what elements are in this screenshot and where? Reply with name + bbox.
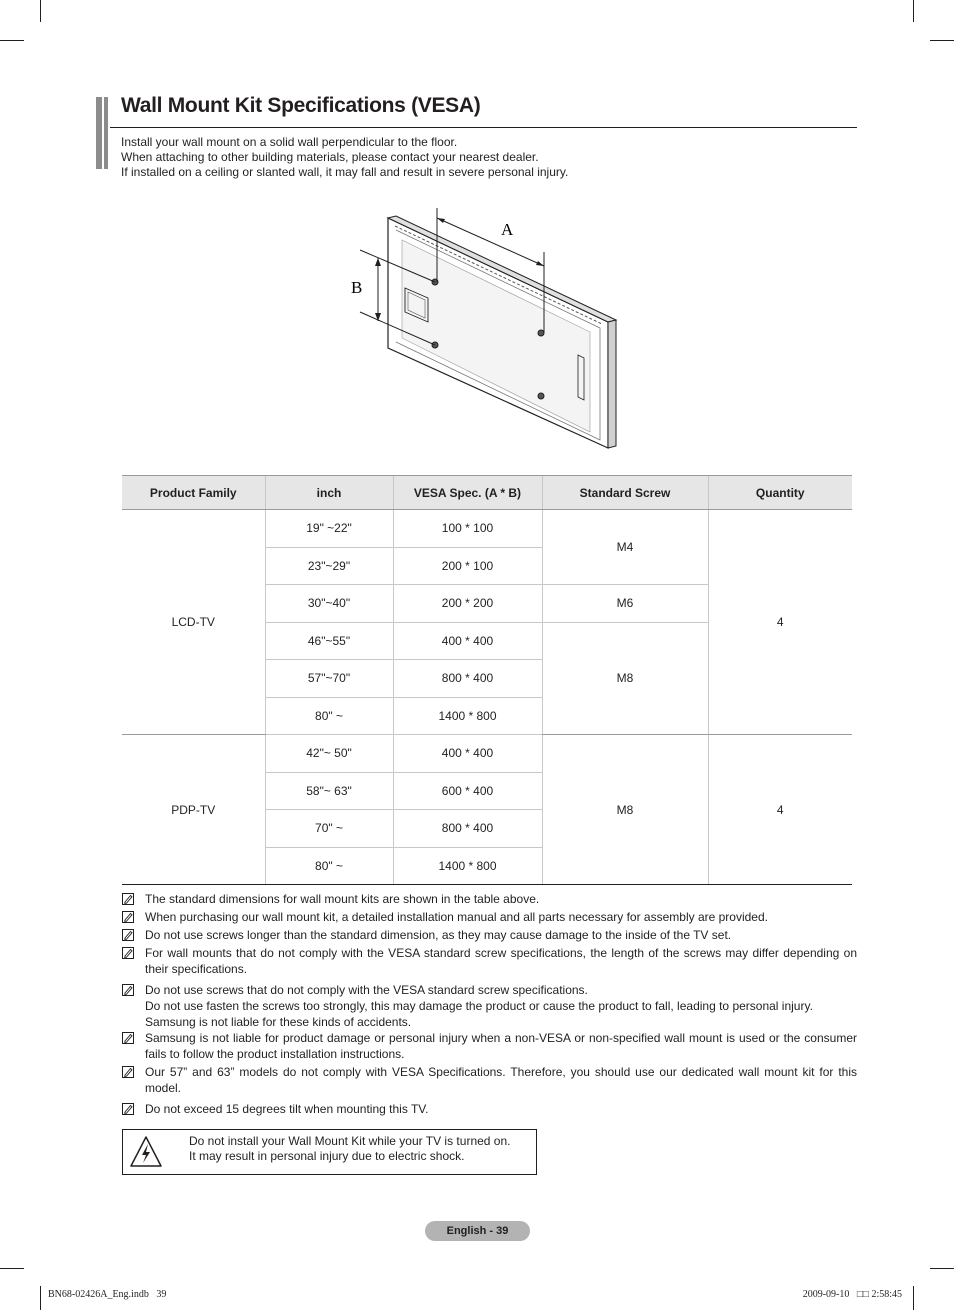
inch-cell: 57"~70" xyxy=(265,660,393,698)
product-family-cell: PDP-TV xyxy=(122,735,265,885)
dimension-label-b: B xyxy=(351,278,363,297)
column-header: Product Family xyxy=(122,476,265,510)
note-item xyxy=(120,982,857,1030)
column-header: Quantity xyxy=(708,476,852,510)
intro-line: Install your wall mount on a solid wall perpendicular to the floor. xyxy=(121,135,458,149)
inch-cell: 80" ~ xyxy=(265,697,393,735)
note-item xyxy=(120,1030,857,1062)
table-row xyxy=(122,510,852,548)
crop-mark xyxy=(913,1286,914,1310)
product-family-cell: LCD-TV xyxy=(122,510,265,735)
note-icon xyxy=(122,984,134,996)
column-header: inch xyxy=(265,476,393,510)
note-item xyxy=(120,909,857,925)
note-icon xyxy=(122,1103,134,1115)
note-icon xyxy=(122,1066,134,1078)
warning-line: It may result in personal injury due to electric shock. xyxy=(189,1149,465,1163)
note-text: For wall mounts that do not comply with the VESA standard screw specifications, the length of the screws may differ depending on their specifications. xyxy=(145,946,857,976)
note-item xyxy=(120,1101,857,1117)
crop-mark xyxy=(0,1268,24,1269)
crop-mark xyxy=(0,40,24,41)
inch-cell: 42"~ 50" xyxy=(265,735,393,773)
intro-text xyxy=(121,135,568,180)
crop-mark xyxy=(930,1268,954,1269)
note-icon xyxy=(122,911,134,923)
note-item xyxy=(120,1064,857,1096)
warning-text xyxy=(189,1134,510,1164)
title-accent-bar xyxy=(96,97,110,169)
note-item xyxy=(120,945,857,977)
note-text: Do not use screws longer than the standard dimension, as they may cause damage to the inside of the TV set. xyxy=(145,928,732,942)
vesa-cell: 800 * 400 xyxy=(393,660,542,698)
note-text: Samsung is not liable for product damage or personal injury when a non-VESA or non-specified wall mount is used or the consumer fails to follow the product installation instructions. xyxy=(145,1031,857,1061)
note-text: Do not use fasten the screws too strongly, this may damage the product or cause the product to fall, leading to personal injury. xyxy=(145,999,813,1013)
title-rule xyxy=(110,127,857,128)
inch-cell: 58"~ 63" xyxy=(265,772,393,810)
vesa-spec-table xyxy=(122,475,852,885)
page-number: English - 39 xyxy=(425,1221,530,1241)
note-icon xyxy=(122,1032,134,1044)
vesa-cell: 100 * 100 xyxy=(393,510,542,548)
note-text: Our 57” and 63” models do not comply with VESA Specifications. Therefore, you should use our dedicated wall mount kit for this model. xyxy=(145,1065,857,1095)
note-item xyxy=(120,891,857,907)
vesa-cell: 400 * 400 xyxy=(393,735,542,773)
table-header-row xyxy=(122,476,852,510)
screw-cell: M4 xyxy=(542,510,708,585)
vesa-cell: 400 * 400 xyxy=(393,622,542,660)
note-text: Samsung is not liable for these kinds of accidents. xyxy=(145,1015,412,1029)
inch-cell: 80" ~ xyxy=(265,847,393,885)
table-row xyxy=(122,735,852,773)
vesa-cell: 800 * 400 xyxy=(393,810,542,848)
crop-mark xyxy=(40,1286,41,1310)
note-text: When purchasing our wall mount kit, a detailed installation manual and all parts necessary for assembly are provided. xyxy=(145,910,768,924)
note-text: Do not exceed 15 degrees tilt when mounting this TV. xyxy=(145,1102,429,1116)
screw-cell: M8 xyxy=(542,735,708,885)
note-icon xyxy=(122,947,134,959)
note-icon xyxy=(122,893,134,905)
dimension-label-a: A xyxy=(501,220,514,239)
footer-timestamp: 2009-09-10 □□ 2:58:45 xyxy=(802,1289,902,1300)
vesa-cell: 200 * 200 xyxy=(393,585,542,623)
warning-box xyxy=(122,1129,537,1175)
quantity-cell: 4 xyxy=(708,510,852,735)
notes-list xyxy=(120,891,857,1119)
column-header: VESA Spec. (A * B) xyxy=(393,476,542,510)
inch-cell: 46"~55" xyxy=(265,622,393,660)
inch-cell: 70" ~ xyxy=(265,810,393,848)
inch-cell: 19" ~22" xyxy=(265,510,393,548)
inch-cell: 23"~29" xyxy=(265,547,393,585)
vesa-cell: 600 * 400 xyxy=(393,772,542,810)
warning-line: Do not install your Wall Mount Kit while your TV is turned on. xyxy=(189,1134,511,1148)
crop-mark xyxy=(40,0,41,22)
footer-file-info: BN68-02426A_Eng.indb 39 xyxy=(48,1289,167,1300)
note-icon xyxy=(122,929,134,941)
intro-line: If installed on a ceiling or slanted wall, it may fall and result in severe personal injury. xyxy=(121,165,569,179)
vesa-cell: 1400 * 800 xyxy=(393,847,542,885)
screw-cell: M6 xyxy=(542,585,708,623)
screw-cell: M8 xyxy=(542,622,708,735)
note-text: Do not use screws that do not comply with the VESA standard screw specifications. xyxy=(145,983,588,997)
inch-cell: 30"~40" xyxy=(265,585,393,623)
note-item xyxy=(120,927,857,943)
column-header: Standard Screw xyxy=(542,476,708,510)
electric-shock-warning-icon xyxy=(129,1135,163,1169)
tv-back-diagram xyxy=(340,200,620,455)
note-text: The standard dimensions for wall mount kits are shown in the table above. xyxy=(145,892,540,906)
quantity-cell: 4 xyxy=(708,735,852,885)
intro-line: When attaching to other building materials, please contact your nearest dealer. xyxy=(121,150,539,164)
page-title: Wall Mount Kit Specifications (VESA) xyxy=(121,94,481,117)
vesa-cell: 200 * 100 xyxy=(393,547,542,585)
crop-mark xyxy=(913,0,914,22)
vesa-cell: 1400 * 800 xyxy=(393,697,542,735)
crop-mark xyxy=(930,40,954,41)
